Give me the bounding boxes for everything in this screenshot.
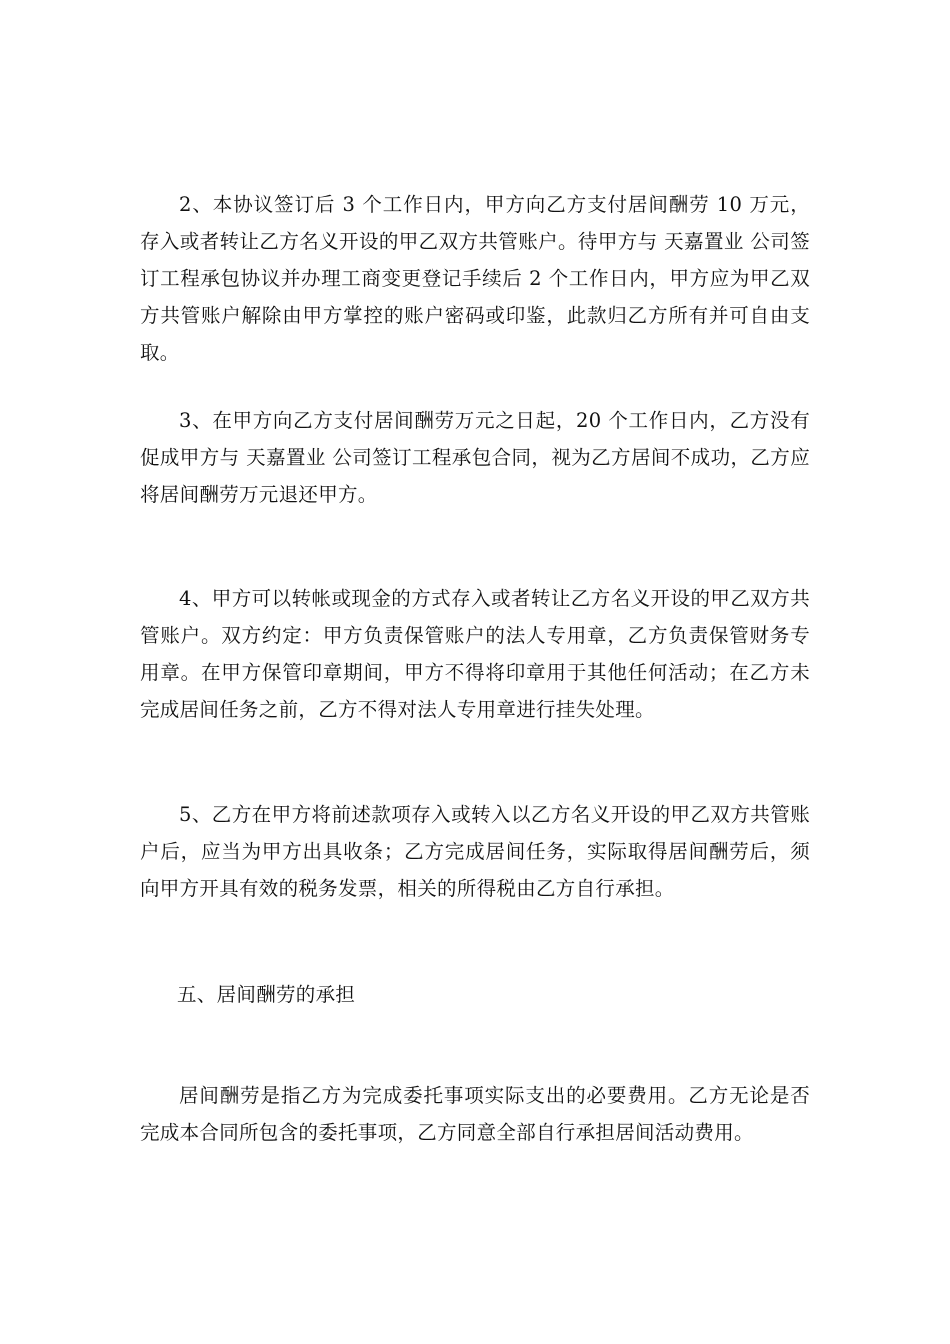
clause-2-paragraph: 2、本协议签订后 3 个工作日内，甲方向乙方支付居间酬劳 10 万元，存入或者转让乙方名义开设的甲乙双方共管账户。待甲方与 天嘉置业 公司签订工程承包协议并办理工商变更登记手续后 2 个工作日内，甲方应为甲乙双方共管账户解除由甲方掌控的账户密码或印鉴，此款归乙方所有并可自由支取。 [140, 193, 810, 364]
clause-5-paragraph: 5、乙方在甲方将前述款项存入或转入以乙方名义开设的甲乙双方共管账户后，应当为甲方出具收条；乙方完成居间任务，实际取得居间酬劳后，须向甲方开具有效的税务发票，相关的所得税由乙方自行承担。 [140, 803, 810, 900]
clause-3-paragraph: 3、在甲方向乙方支付居间酬劳万元之日起，20 个工作日内，乙方没有促成甲方与 天嘉置业 公司签订工程承包合同，视为乙方居间不成功，乙方应将居间酬劳万元退还甲方。 [140, 409, 810, 506]
clause-4-paragraph: 4、甲方可以转帐或现金的方式存入或者转让乙方名义开设的甲乙双方共管账户。双方约定：甲方负责保管账户的法人专用章，乙方负责保管财务专用章。在甲方保管印章期间，甲方不得将印章用于其他任何活动；在乙方未完成居间任务之前，乙方不得对法人专用章进行挂失处理。 [140, 587, 810, 721]
final-paragraph: 居间酬劳是指乙方为完成委托事项实际支出的必要费用。乙方无论是否完成本合同所包含的委托事项，乙方同意全部自行承担居间活动费用。 [140, 1084, 810, 1144]
section-heading: 五、居间酬劳的承担 [177, 983, 356, 1006]
